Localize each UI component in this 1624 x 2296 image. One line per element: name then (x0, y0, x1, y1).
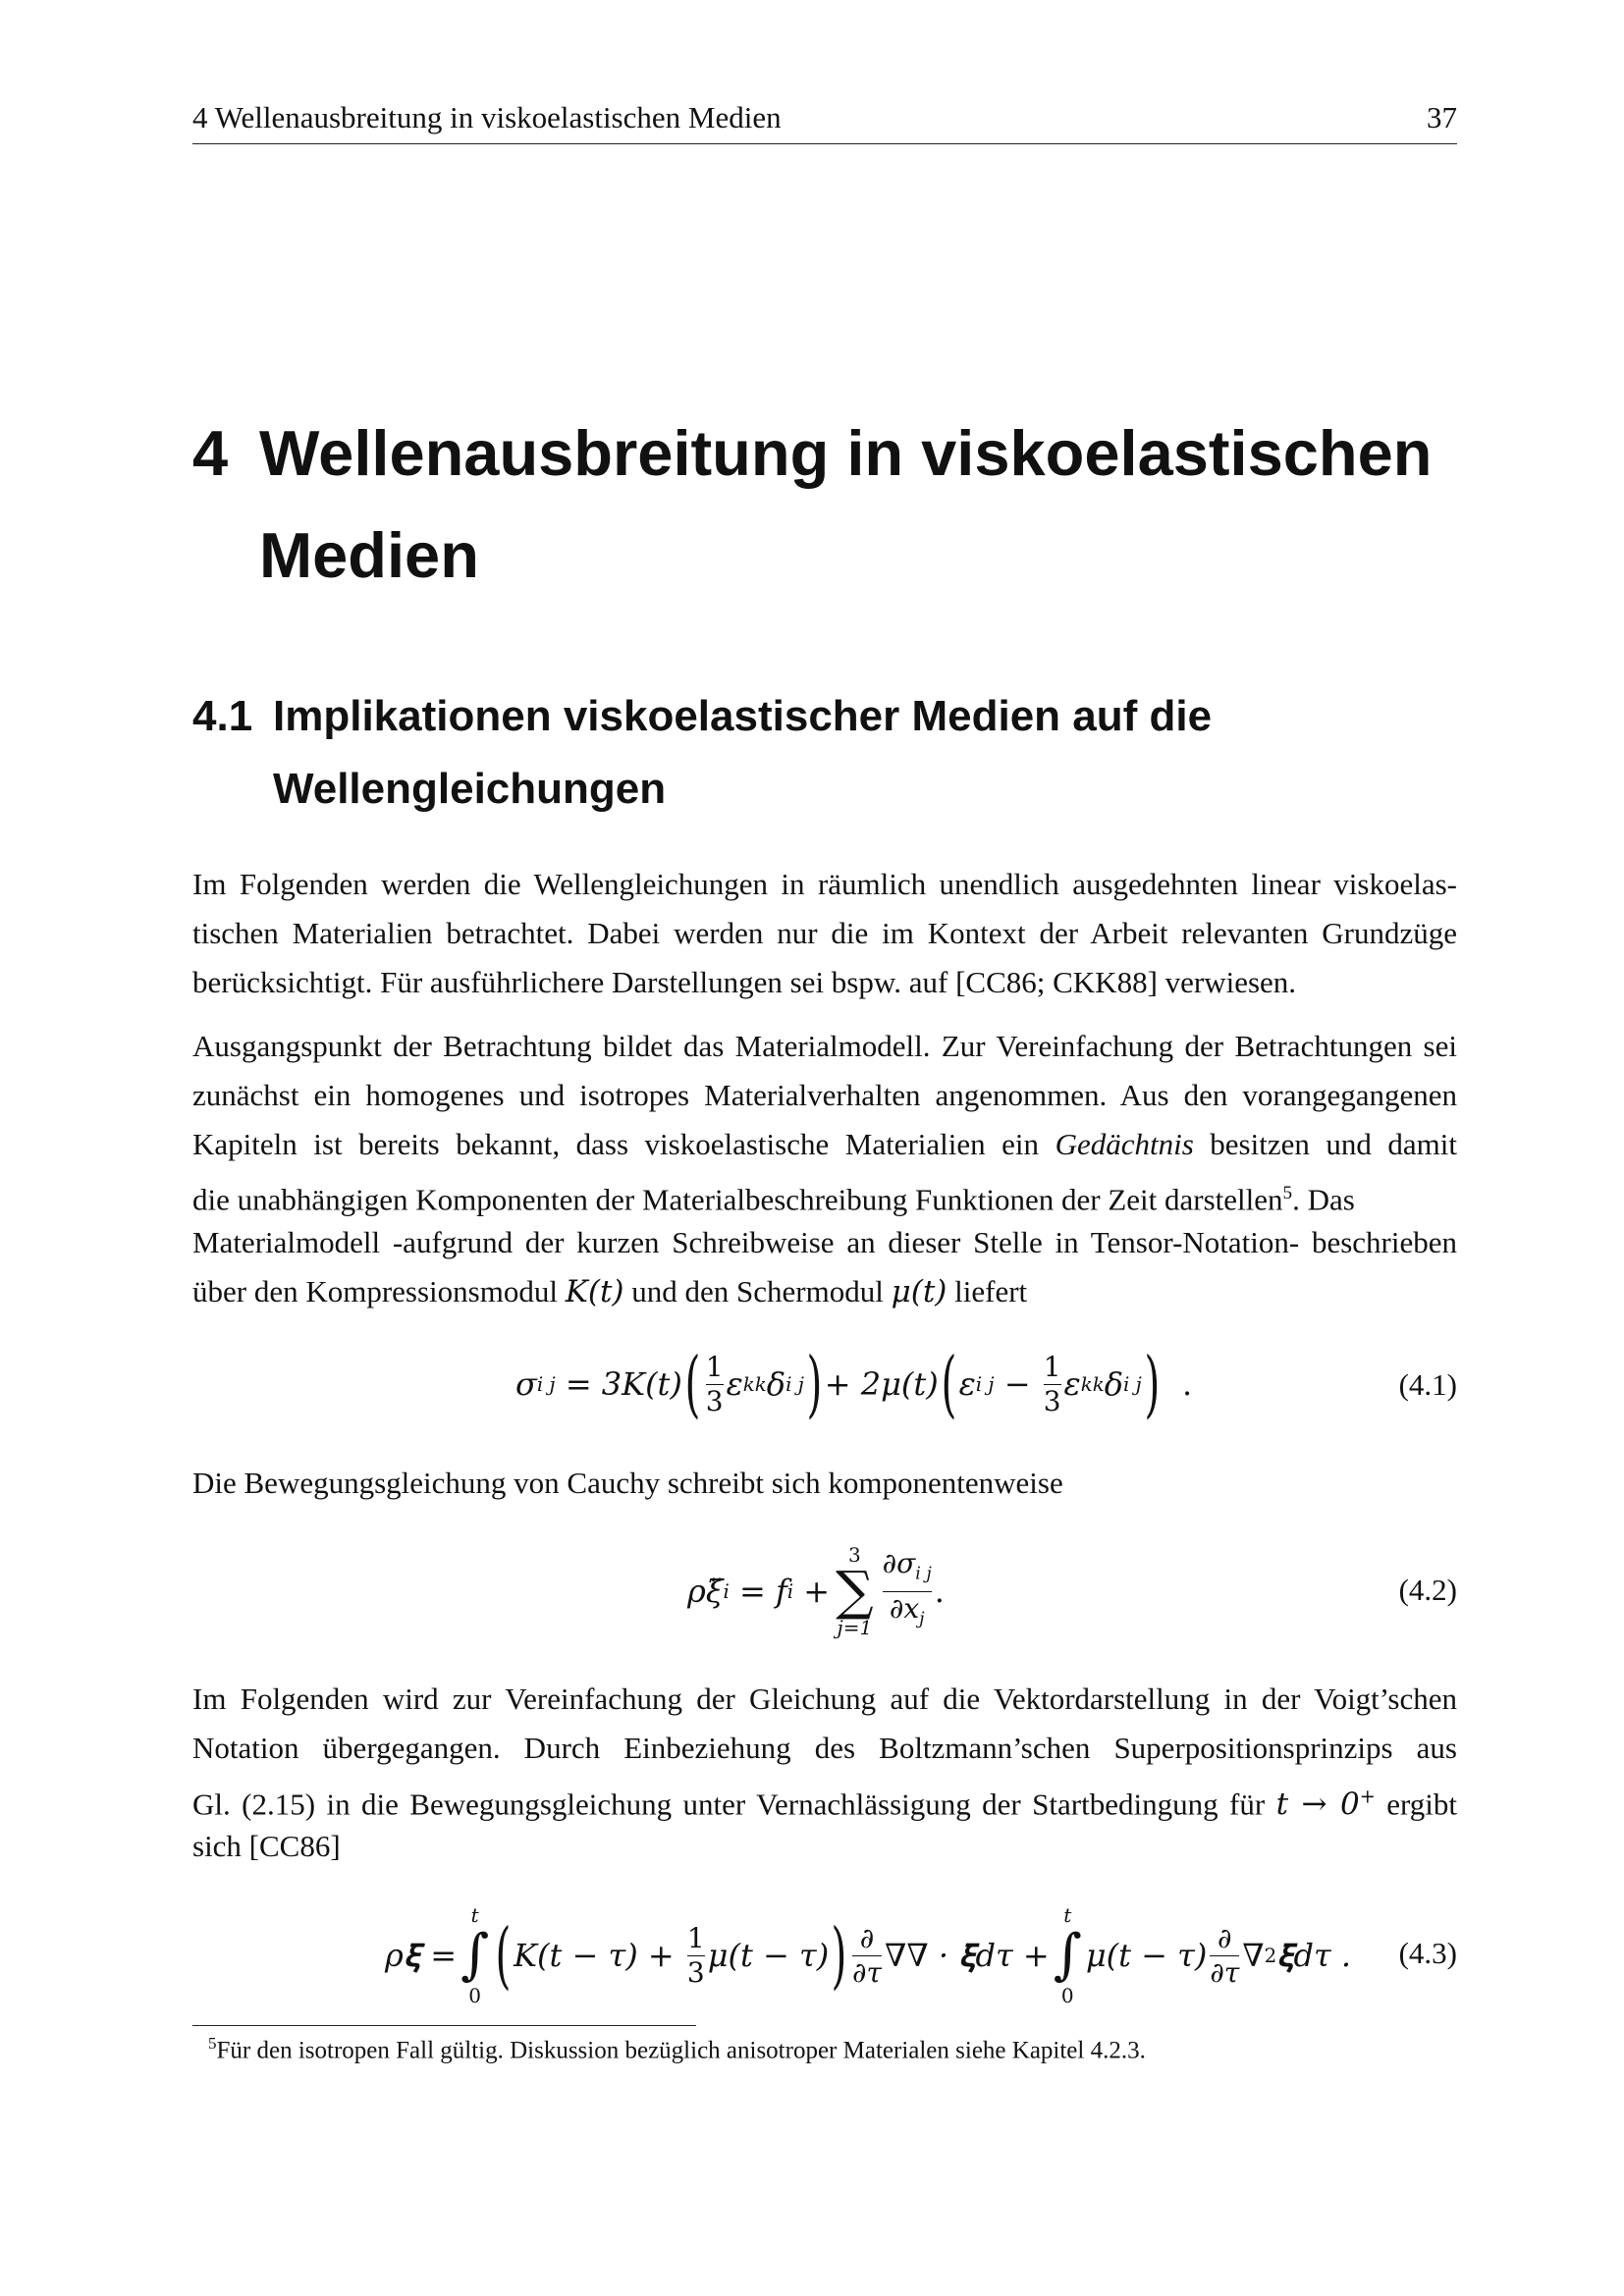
text-line: Materialmodell -aufgrund der kurzen Schreibweise an dieser Stelle in Tensor-Notation- beschrieben (192, 1225, 1457, 1259)
fraction: $\frac{1}{3}$ (705, 1350, 724, 1417)
equation-4-3: ρ𝛏̈ = t ∫ 0 ( K(t − τ) + $\frac{1}{3}$ μ(t − τ) ) $\frac{\partial}{\partial\tau}$ ∇∇ · 𝛏dτ + t ∫ 0 μ(t − τ) $\frac{\partial}{\partial\tau}$ ∇ 2 𝛏dτ . (385, 1903, 1352, 2007)
footnote-divider (192, 2025, 696, 2026)
fraction: $\frac{\partial\sigma_{i j}}{\partial x_j}$ (882, 1546, 932, 1629)
chapter-number: 4 (192, 417, 229, 489)
text-line: Notation übergegangen. Durch Einbeziehung des Boltzmann’schen Superpositionsprinzips aus (192, 1731, 1457, 1765)
running-header-title: 4 Wellenausbreitung in viskoelastischen Medien (192, 100, 782, 134)
sum-operator: 3 ∑ j=1 (836, 1543, 874, 1639)
fraction: $\frac{\partial}{\partial\tau}$ (852, 1921, 883, 1989)
emphasis-gedaechtnis: Gedächtnis (1055, 1127, 1194, 1161)
footnote-text: Für den isotropen Fall gültig. Diskussion bezüglich anisotroper Materialen siehe Kapitel 4.2.3. (216, 2037, 1146, 2064)
inline-math-k: K(t) (565, 1274, 624, 1309)
chapter-title (259, 402, 1437, 607)
section-title (273, 680, 1402, 826)
page-number: 37 (1427, 100, 1457, 134)
fraction: $\frac{\partial}{\partial\tau}$ (1210, 1921, 1240, 1989)
text-line: sich [CC86] (192, 1829, 341, 1863)
paragraph-intro (192, 860, 1457, 1007)
section-title-line-2: Wellengleichungen (273, 765, 667, 813)
inline-math-limit: t → 0+ (1275, 1786, 1376, 1823)
footnote (208, 2034, 1146, 2064)
integral-operator: t ∫ 0 (460, 1903, 490, 2007)
paragraph-boltzmann (192, 1675, 1457, 1871)
equation-number-4-2: (4.2) (1398, 1573, 1457, 1607)
equation-4-1: σ i j = 3K(t) ( $\frac{1}{3}$ ε kk δ i j ) + 2μ(t) ( ε i j − $\frac{1}{3}$ ε kk δ i j ) . (515, 1342, 1193, 1426)
paragraph-material-model (192, 1022, 1457, 1316)
text-line: Im Folgenden wird zur Vereinfachung der Gleichung auf die Vektordarstellung in der Voigt’schen (192, 1682, 1457, 1716)
footnote-mark: 5 (208, 2034, 217, 2053)
text-line: Gl. (2.15) in die Bewegungsgleichung unter Vernachlässigung der Startbedingung für t → 0+ ergibt (192, 1786, 1458, 1823)
footnote-reference: 5 (1282, 1183, 1293, 1203)
text-line: tischen Materialien betrachtet. Dabei werden nur die im Kontext der Arbeit relevanten Grundzüge (192, 916, 1457, 950)
equation-number-4-1: (4.1) (1398, 1367, 1457, 1402)
chapter-title-line-1: Wellenausbreitung in viskoelastischen (259, 417, 1433, 489)
text-line: über den Kompressionsmodul K(t) und den Schermodul μ(t) liefert (192, 1274, 1028, 1309)
fraction: $\frac{1}{3}$ (686, 1921, 705, 1989)
equation-number-4-3: (4.3) (1398, 1936, 1457, 1970)
inline-math-mu: μ(t) (891, 1274, 947, 1309)
text-line: die unabhängigen Komponenten der Materialbeschreibung Funktionen der Zeit darstellen$^5$. Das (192, 1182, 1355, 1217)
text-line: berücksichtigt. Für ausführlichere Darstellungen sei bspw. auf [CC86; CKK88] verwiesen. (192, 965, 1297, 999)
text-line: zunächst ein homogenes und isotropes Materialverhalten angenommen. Aus den vorangegangenen (192, 1078, 1457, 1112)
text-line: Im Folgenden werden die Wellengleichungen in räumlich unendlich ausgedehnten linear viskoelas- (192, 867, 1457, 901)
text-line: Die Bewegungsgleichung von Cauchy schreibt sich komponentenweise (192, 1466, 1063, 1500)
text-line: Ausgangspunkt der Betrachtung bildet das Materialmodell. Zur Vereinfachung der Betrachtungen sei (192, 1029, 1457, 1063)
text-line: Kapiteln ist bereits bekannt, dass viskoelastische Materialien ein Gedächtnis besitzen und damit (192, 1127, 1458, 1161)
integral-operator: t ∫ 0 (1053, 1903, 1082, 2007)
running-header (192, 96, 1457, 144)
section-number: 4.1 (192, 692, 253, 740)
fraction: $\frac{1}{3}$ (1043, 1350, 1061, 1417)
paragraph-cauchy (192, 1459, 1457, 1508)
section-title-line-1: Implikationen viskoelastischer Medien auf die (273, 692, 1213, 740)
equation-4-2: ρξ̈ i = f i + 3 ∑ j=1 $\frac{\partial\sigma_{i j}}{\partial x_j}$ . (687, 1543, 945, 1639)
chapter-title-line-2: Medien (259, 519, 479, 591)
